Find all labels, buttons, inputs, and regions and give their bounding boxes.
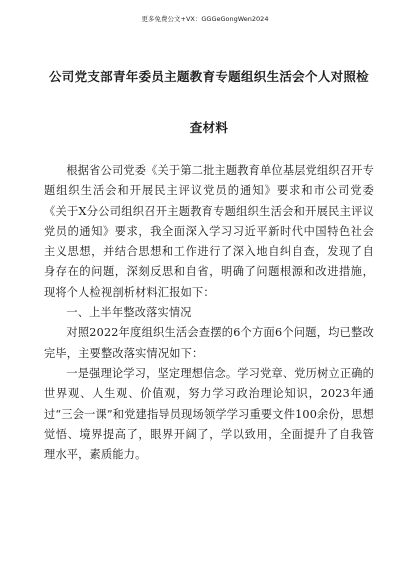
document-title-line-2: 查材料	[189, 120, 229, 135]
paragraph-intro: 根据省公司党委《关于第二批主题教育单位基层党组织召开专题组织生活会和开展民主评议党员的通知》要求和市公司党委《关于X分公司组织召开主题教育专题组织生活会和开展民主评议党员的通知》要求，我全面深入学习习近平新时代中国特色社会主义思想，并结合思想和工作进行了深入地自纠自查，发现了自身存在的问题，深刻反思和自省，明确了问题根源和改进措施，现将个人检视剖析材料汇报如下：	[44, 164, 374, 299]
paragraph-summary: 对照2022年度组织生活会查摆的6个方面6个问题，均已整改完毕，主要整改落实情况如下：	[44, 326, 374, 360]
section-heading: 一、上半年整改落实情况	[66, 306, 192, 320]
header-note: 更多免费公文+VX：GGGeGongWen2024	[141, 15, 269, 23]
document-body	[44, 161, 374, 465]
document-title-line-1: 公司党支部青年委员主题教育专题组织生活会个人对照检	[48, 69, 369, 84]
paragraph-point-one: 一是强理论学习，坚定理想信念。学习党章、党历树立正确的世界观、人生观、价值观，努力学习政治理论知识，2023年通过“三会一课”和党建指导员现场领学学习重要文件100余份，思想觉悟、境界提高了，眼界开阔了，学以致用，全面提升了自我管理水平，素质能力。	[44, 366, 374, 462]
